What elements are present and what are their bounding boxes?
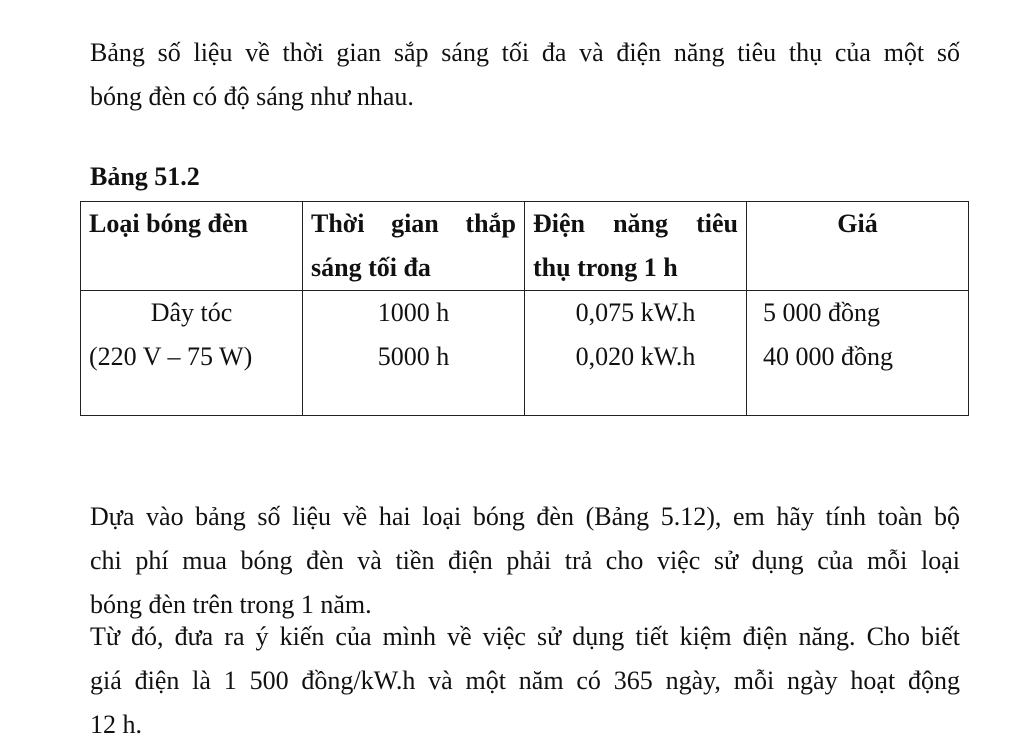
header-energy xyxy=(525,202,747,291)
cell-max-time xyxy=(303,291,525,416)
cell-text: Dây tóc xyxy=(150,298,233,327)
question-line: chi phí mua bóng đèn và tiền điện phải trả cho việc sử dụng của mỗi loại xyxy=(90,546,960,575)
cell-price xyxy=(747,291,969,416)
cell-bulb-type xyxy=(81,291,303,416)
header-bulb-type xyxy=(81,202,303,291)
table-caption: Bảng 51.2 xyxy=(90,162,200,191)
header-text: Giá xyxy=(837,209,878,238)
cell-text: 0,020 kW.h xyxy=(575,342,696,371)
header-text: Điện năng tiêu xyxy=(533,209,738,238)
header-max-time xyxy=(303,202,525,291)
header-text: Loại bóng đèn xyxy=(89,209,248,238)
header-text: Thời gian thắp xyxy=(311,209,516,238)
table-row xyxy=(81,291,969,416)
cell-energy xyxy=(525,291,747,416)
question-line: giá điện là 1 500 đồng/kW.h và một năm có 365 ngày, mỗi ngày hoạt động xyxy=(90,666,960,695)
header-text: thụ trong 1 h xyxy=(533,253,678,282)
question-line: 12 h. xyxy=(90,710,142,739)
question-line: bóng đèn trên trong 1 năm. xyxy=(90,590,372,619)
question-line: Từ đó, đưa ra ý kiến của mình về việc sử dụng tiết kiệm điện năng. Cho biết xyxy=(90,622,960,651)
cell-text: 5000 h xyxy=(377,342,450,371)
header-price xyxy=(747,202,969,291)
cell-text: 5 000 đồng xyxy=(763,298,880,327)
intro-line: bóng đèn có độ sáng như nhau. xyxy=(90,82,414,111)
intro-line: Bảng số liệu về thời gian sắp sáng tối đa và điện năng tiêu thụ của một số xyxy=(90,38,960,67)
bulb-data-table xyxy=(80,201,969,416)
cell-text: 40 000 đồng xyxy=(763,342,893,371)
table-header-row xyxy=(81,202,969,291)
cell-text: (220 V – 75 W) xyxy=(89,342,253,371)
intro-paragraph xyxy=(90,31,960,119)
question-paragraph-2 xyxy=(90,615,960,747)
question-line: Dựa vào bảng số liệu về hai loại bóng đèn (Bảng 5.12), em hãy tính toàn bộ xyxy=(90,502,960,531)
header-text: sáng tối đa xyxy=(311,253,431,282)
cell-text: 1000 h xyxy=(377,298,450,327)
cell-text: 0,075 kW.h xyxy=(575,298,696,327)
question-paragraph-1 xyxy=(90,495,960,627)
